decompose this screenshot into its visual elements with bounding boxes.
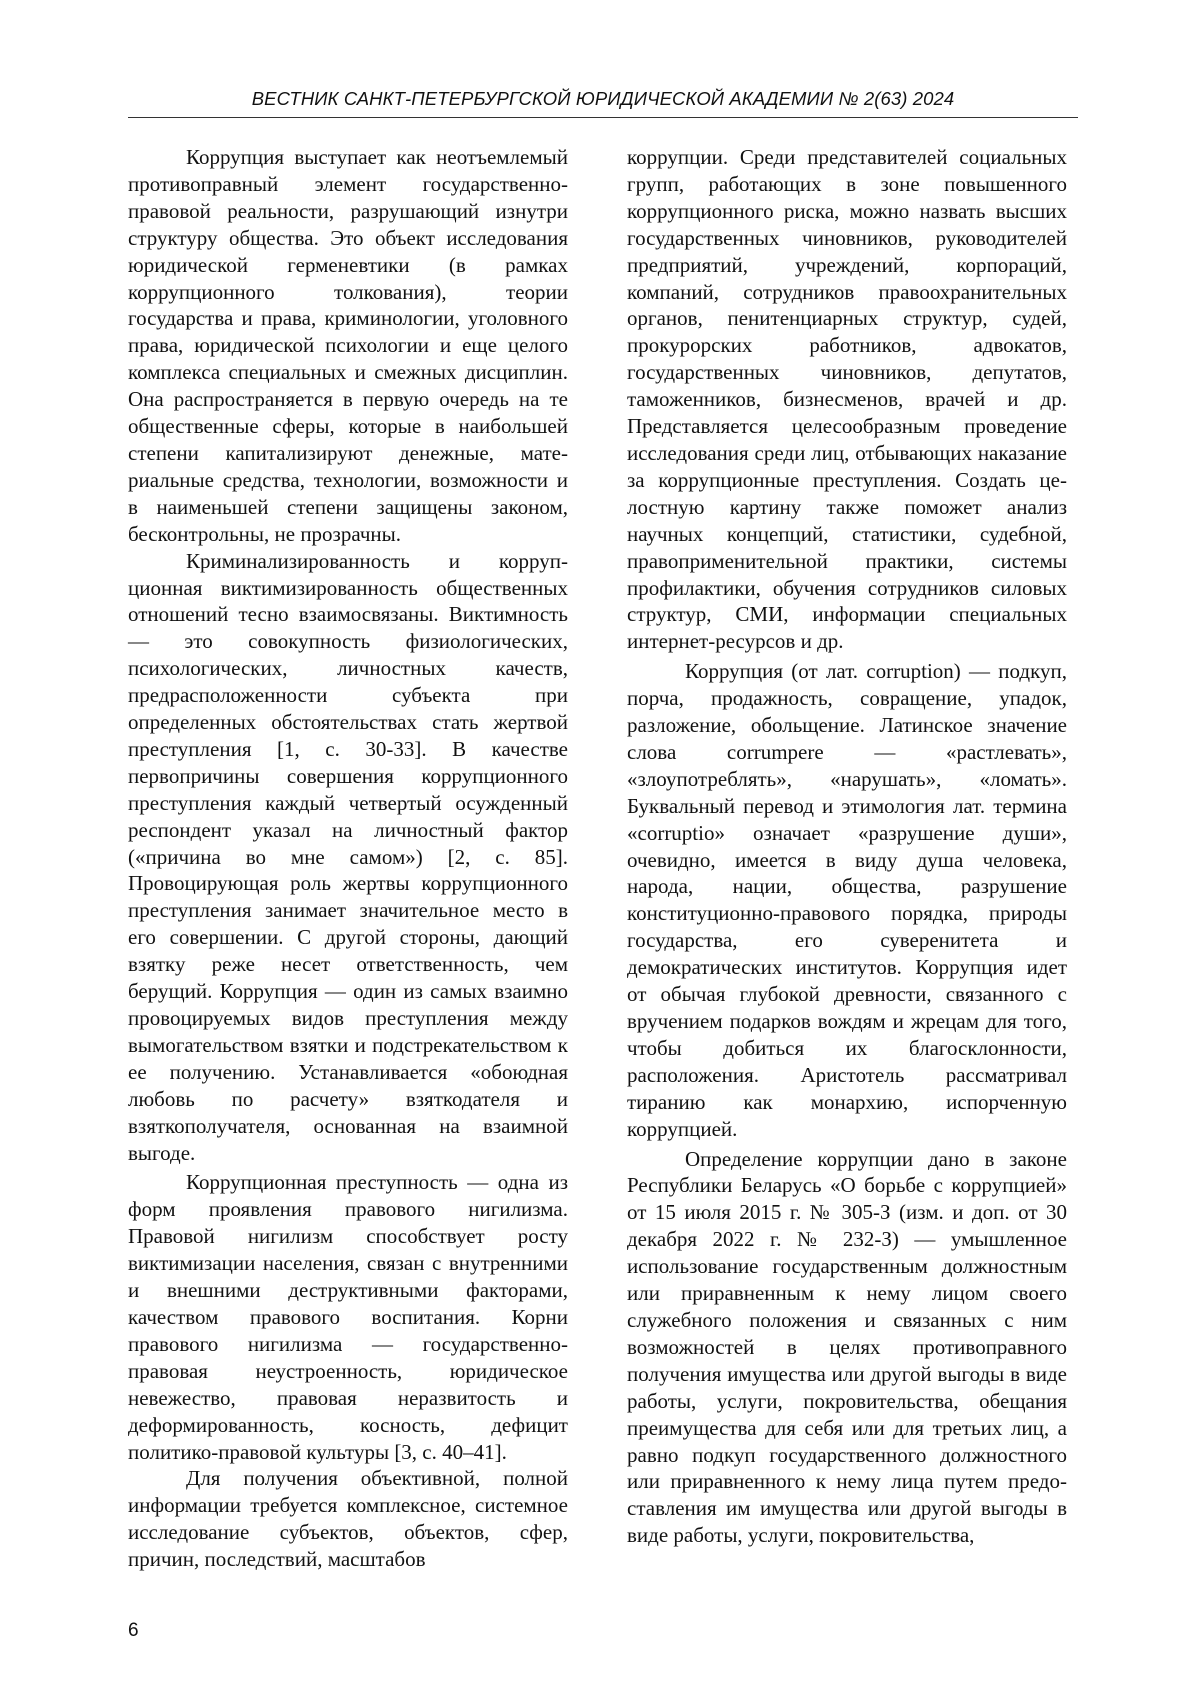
journal-header: ВЕСТНИК САНКТ-ПЕТЕРБУРГСКОЙ ЮРИДИЧЕСКОЙ АКАДЕМИИ № 2(63) 2024: [251, 88, 955, 109]
paragraph-etymology: Коррупция (от лат. corruption) — подкуп, порча, продажность, совращение, упадок, разложение, обольщение. Латинское значение слова corrumpere — «растлевать», «злоупотреблять», «нарушать», «ломать». Буквальный перевод и этимология лат. термина «corruptio» означает «разрушение души», очевидно, имеется в виду душа человека, народа, нации, общества, разрушение конституционно-правового порядка, природы государства, его суверенитета и демократических институтов. Коррупция идет от обычая глубокой древности, связанного с вручением подарков вождям и жрецам для того, чтобы добиться их благосклонности, расположения. Аристотель рассматривал тиранию как монархию, испорченную коррупцией.: [627, 659, 1067, 1141]
header-divider: [128, 117, 1078, 118]
left-column: [128, 144, 568, 1573]
paragraph-legal-nihilism: Коррупционная преступность — одна из форм проявления правового нигилизма. Правовой нигилизм способствует росту виктимизации населения, связан с внутренними и внешними деструктивными факторами, качеством правового воспитания. Корни правового нигилизма — государственно-правовая неустроенность, юридическое невежество, правовая неразвитость и деформированность, косность, дефицит политико-правовой культуры [3, с. 40–41].: [128, 1170, 568, 1464]
right-column: [627, 144, 1067, 1549]
paragraph-social-groups: коррупции. Среди представителей социальных групп, работающих в зоне повышенного коррупционного риска, можно назвать высших государственных чиновников, руководителей предприятий, учреждений, корпораций, компаний, сотрудников правоохранительных органов, пенитенциарных структур, судей, прокурорских работников, адвокатов, государственных чиновников, депутатов, таможенников, бизнесменов, врачей и др. Представляется целесообразным проведение исследования среди лиц, отбывающих наказание за коррупционные преступления. Создать целостную картину также поможет анализ научных концепций, статистики, судебной, правоприменительной практики, системы профилактики, обучения сотрудников силовых структур, СМИ, информации специальных интернет-ресурсов и др.: [627, 145, 1067, 654]
page-number: 6: [128, 1620, 139, 1641]
paragraph-corruption-definition: Коррупция выступает как неотъемлемый противоправный элемент государственно-правовой реальности, разрушающий изнутри структуру общества. Это объект исследования юридической герменевтики (в рамках коррупционного толкования), теории государства и права, криминологии, уголовного права, юридической психологии и еще целого комплекса специальных и смежных дисциплин. Она распространяется в первую очередь на те общественные сферы, которые в наибольшей степени капитализируют денежные, материальные средства, технологии, возможности и в наименьшей степени защищены законом, бесконтрольны, не прозрачны.: [128, 145, 568, 546]
paragraph-belarus-law: Определение коррупции дано в законе Республики Беларусь «О борьбе с коррупцией» от 15 июля 2015 г. № 305-З (изм. и доп. от 30 декабря 2022 г. № 232-З) — умышленное использование государственным должностным или приравненным к нему лицом своего служебного положения и связанных с ним возможностей в целях противоправного получения имущества или другой выгоды в виде работы, услуги, покровительства, обещания преимущества для себя или для третьих лиц, а равно подкуп государственного должностного или приравненного к нему лица путем предоставления им имущества или другой выгоды в виде работы, услуги, покровительства,: [627, 1146, 1067, 1548]
paragraph-research-requirements: Для получения объективной, полной информации требуется комплексное, системное исследование субъектов, объектов, сфер, причин, последствий, масштабов: [128, 1466, 568, 1572]
paragraph-victimization: Криминализированность и коррупционная виктимизированность общественных отношений тесно взаимосвязаны. Виктимность — это совокупность физиологических, психологических, личностных качеств, предрасположенности субъекта при определенных обстоятельствах стать жертвой преступления [1, с. 30-33]. В качестве первопричины совершения коррупционного преступления каждый четвертый осужденный респондент указал на личностный фактор («причина во мне самом») [2, с. 85]. Провоцирующая роль жертвы коррупционного преступления занимает значительное место в его совершении. С другой стороны, дающий взятку реже несет ответственность, чем берущий. Коррупция — один из самых взаимно провоцируемых видов преступления между вымогательством взятки и подстрекательством к ее получению. Устанавливается «обоюдная любовь по расчету» взяткодателя и взяткополучателя, основанная на взаимной выгоде.: [128, 548, 568, 1165]
